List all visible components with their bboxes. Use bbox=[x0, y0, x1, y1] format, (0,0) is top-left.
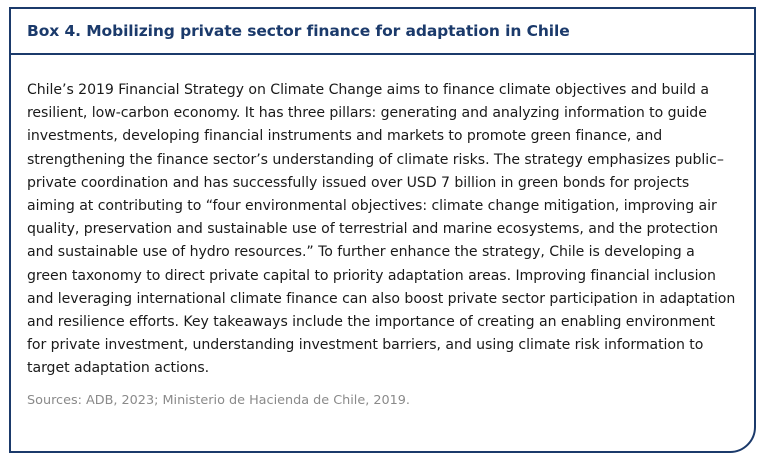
box-header bbox=[11, 9, 754, 55]
sources-note: Sources: ADB, 2023; Ministerio de Hacienda de Chile, 2019. bbox=[27, 392, 411, 408]
info-box bbox=[9, 7, 756, 453]
box-body bbox=[11, 55, 754, 408]
box-title: Box 4. Mobilizing private sector finance for adaptation in Chile bbox=[27, 22, 570, 40]
box-body-text: Chile’s 2019 Financial Strategy on Climate Change aims to finance climate objectives and build a resilient, low-carbon economy. It has three pillars: generating and analyzing information to guide investments, developing financial instruments and markets to promote green finance, and strengthening the finance sector’s understanding of climate risks. The strategy emphasizes public–private coordination and has successfully issued over USD 7 billion in green bonds for projects aiming at contributing to “four environmental objectives: climate change mitigation, improving air quality, preservation and sustainable use of terrestrial and marine ecosystems, and the protection and sustainable use of hydro resources.” To further enhance the strategy, Chile is developing a green taxonomy to direct private capital to priority adaptation areas. Improving financial inclusion and leveraging international climate finance can also boost private sector participation in adaptation and resilience efforts. Key takeaways include the importance of creating an enabling environment for private investment, understanding investment barriers, and using climate risk information to target adaptation actions. bbox=[27, 82, 736, 377]
